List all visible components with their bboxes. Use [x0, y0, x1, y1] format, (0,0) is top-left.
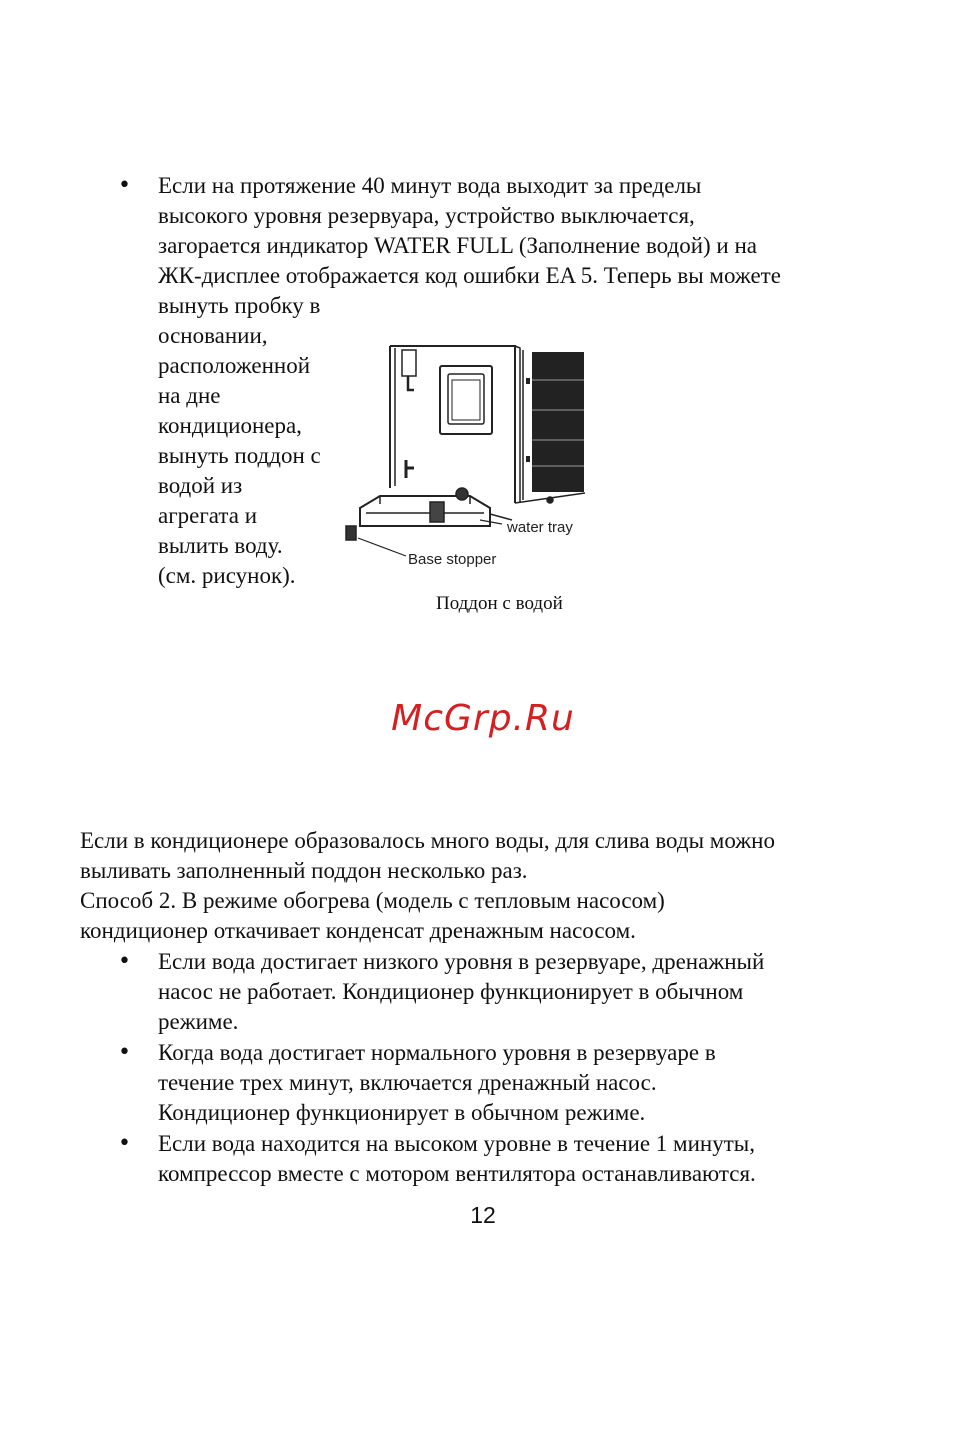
- bullet-marker: •: [118, 949, 131, 974]
- text-line: режиме.: [158, 1009, 239, 1034]
- water-tray-figure: [340, 338, 600, 578]
- text-line: вынуть поддон с: [158, 443, 321, 468]
- base-stopper-label: Base stopper: [408, 551, 497, 568]
- text-line: (см. рисунок).: [158, 563, 296, 588]
- text-line: расположенной: [158, 353, 311, 378]
- text-line: высокого уровня резервуара, устройство выключается,: [158, 203, 695, 228]
- bullet-marker: •: [118, 1040, 131, 1065]
- text-line: агрегата и: [158, 503, 257, 528]
- text-line: Когда вода достигает нормального уровня в резервуаре в: [158, 1040, 716, 1065]
- watermark: McGrp.Ru: [391, 698, 575, 739]
- text-line: на дне: [158, 383, 221, 408]
- text-line: Если на протяжение 40 минут вода выходит за пределы: [158, 173, 702, 198]
- text-line: загорается индикатор WATER FULL (Заполнение водой) и на: [158, 233, 758, 258]
- text-line: ЖК-дисплее отображается код ошибки EA 5. Теперь вы можете: [158, 263, 781, 288]
- text-line: кондиционера,: [158, 413, 302, 438]
- text-line: выливать заполненный поддон несколько раз.: [80, 858, 528, 883]
- bullet-marker: •: [118, 173, 131, 198]
- text-line: кондиционер откачивает конденсат дренажным насосом.: [80, 918, 636, 943]
- text-line: Если в кондиционере образовалось много воды, для слива воды можно: [80, 828, 775, 853]
- water-tray-label: water tray: [507, 519, 573, 536]
- page-number: 12: [470, 1202, 496, 1228]
- text-line: Если вода находится на высоком уровне в течение 1 минуты,: [158, 1131, 755, 1156]
- text-line: водой из: [158, 473, 243, 498]
- text-line: Если вода достигает низкого уровня в резервуаре, дренажный: [158, 949, 765, 974]
- text-line: насос не работает. Кондиционер функционирует в обычном: [158, 979, 744, 1004]
- text-line: основании,: [158, 323, 268, 348]
- side-grille: [526, 352, 584, 492]
- text-line: вынуть пробку в: [158, 293, 321, 318]
- text-line: Способ 2. В режиме обогрева (модель с тепловым насосом): [80, 888, 665, 913]
- text-line: течение трех минут, включается дренажный насос.: [158, 1070, 657, 1095]
- text-line: компрессор вместе с мотором вентилятора останавливаются.: [158, 1161, 756, 1186]
- bullet-marker: •: [118, 1131, 131, 1156]
- figure-caption: Поддон с водой: [436, 593, 563, 614]
- text-line: вылить воду.: [158, 533, 283, 558]
- text-line: Кондиционер функционирует в обычном режиме.: [158, 1100, 646, 1125]
